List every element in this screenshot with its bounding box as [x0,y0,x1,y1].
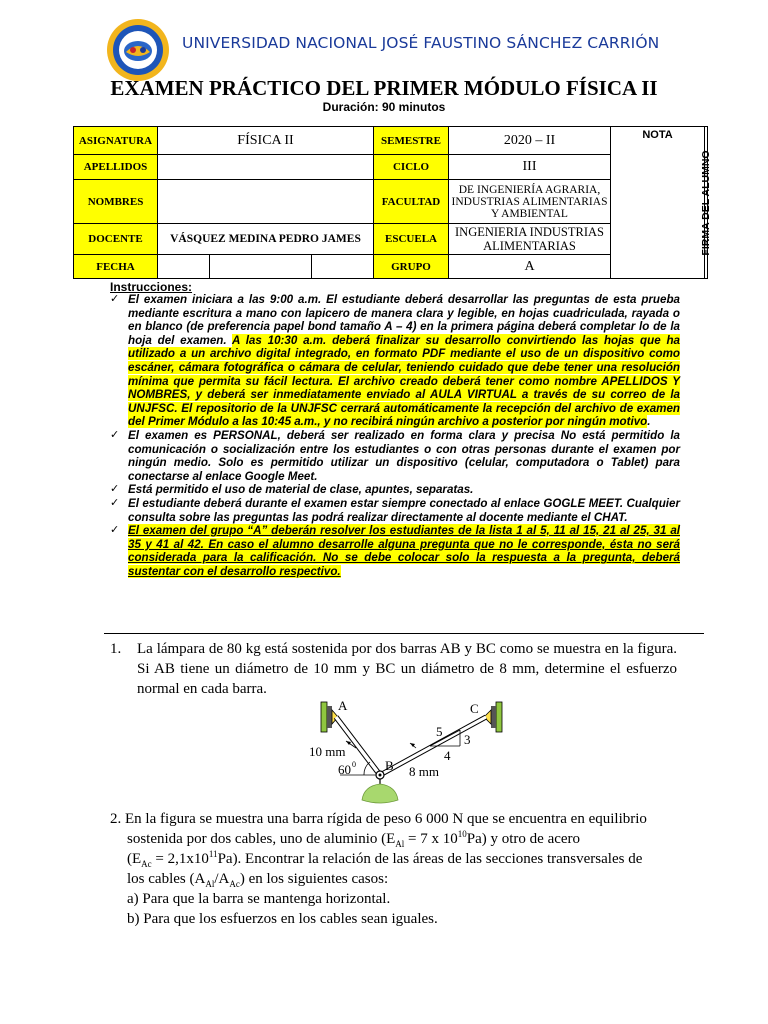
docente-value: VÁSQUEZ MEDINA PEDRO JAMES [158,224,374,255]
nombres-label: NOMBRES [74,180,158,224]
label-tri-4: 4 [444,748,451,763]
asignatura-label: ASIGNATURA [74,127,158,155]
left-wall-support [321,702,338,732]
instruction-item [110,524,680,578]
instruction-item [110,497,680,524]
fecha-year-cell [312,255,374,279]
question-1 [110,639,677,699]
q2-line-3 [110,849,677,869]
instructions-list [110,293,680,578]
q2-text: los cables ( [127,871,195,887]
q2-text: sostenida por dos cables, uno de aluminio ( [127,831,387,847]
q2-option-a: a) Para que la barra se mantenga horizontal. [127,891,391,907]
q2-option-b: b) Para que los esfuerzos en los cables sean iguales. [127,911,438,927]
ciclo-label: CICLO [374,155,449,180]
e-exponent: 10 [457,829,467,839]
label-tri-3: 3 [464,732,471,747]
e-subscript: Ac [141,859,152,869]
e-symbol: E [386,831,396,847]
checkmark-icon: ✓ [110,496,120,509]
instruction-item [110,429,680,483]
instruction-text: El examen es PERSONAL, deberá ser realizado en forma clara y precisa No está permitido la comunicación o socialización entre los estudiantes o con otras personas durante el examen por ningún medio. Solo es permitido utilizar un dispositivo (celular, computadora o Tablet) para conectarse al enlace Google Meet. [128,428,680,483]
instruction-text: El estudiante deberá durante el examen estar siempre conectado al enlace GOGLE MEET. Cualquier consulta sobre las preguntas las podrá realizar directamente al docente mediante el CHAT. [128,496,680,524]
q2-line-2 [110,829,677,849]
q2-text: ) en los siguientes casos: [239,871,389,887]
e-unit: Pa [466,831,482,847]
label-b: B [385,758,394,773]
e-exponent: 11 [208,849,218,859]
label-a: A [338,698,348,713]
facultad-value: DE INGENIERÍA AGRARIA, INDUSTRIAS ALIMENTARIAS Y AMBIENTAL [449,180,611,224]
escuela-value: INGENIERIA INDUSTRIAS ALIMENTARIAS [449,224,611,255]
instruction-text: Está permitido el uso de material de clase, apuntes, separatas. [128,483,474,497]
q2-text: ) y otro de acero [481,831,581,847]
asignatura-value: FÍSICA II [158,127,374,155]
fecha-label: FECHA [74,255,158,279]
nota-cell [611,127,705,279]
docente-label: DOCENTE [74,224,158,255]
slope-triangle [430,730,460,746]
label-c: C [470,701,479,716]
q2-line-4 [110,869,677,889]
fecha-month-cell [210,255,312,279]
e-subscript: Al [395,839,405,849]
grupo-value: A [449,255,611,279]
q2-text: ). Encontrar la relación de las áreas de las secciones transversales de [232,851,643,867]
e-symbol: E [132,851,142,867]
fecha-day-cell [158,255,210,279]
facultad-label: FACULTAD [374,180,449,224]
question-text: La lámpara de 80 kg está sostenida por dos barras AB y BC como se muestra en la figura. Si AB tiene un diámetro de 10 mm y BC un diámetro de 8 mm, determine el esfuerzo normal en cada barra. [137,641,677,697]
exam-title: EXAMEN PRÁCTICO DEL PRIMER MÓDULO FÍSICA II [110,76,658,100]
formula-area-ratio [194,871,239,887]
lamp-bars-figure [300,696,520,808]
escuela-label: ESCUELA [374,224,449,255]
label-10mm: 10 mm [309,744,346,759]
label-angle: 60 [338,762,351,777]
q2-text: ( [127,851,132,867]
section-divider [104,633,704,634]
ratio-slash: / [214,871,219,887]
apellidos-label: APELLIDOS [74,155,158,180]
instruction-period: . [647,415,651,429]
university-name: UNIVERSIDAD NACIONAL JOSÉ FAUSTINO SÁNCHEZ CARRIÓN [182,34,660,52]
instruction-highlight: A las 10:30 a.m. deberá finalizar su desarrollo convirtiendo las hojas que ha utilizado a un archivo digital integrado, en formato PDF mediante el uso de un dispositivo como escáner, cámara fotográfica o cámara de celular, teniendo cuidado que debe tener una resolución mínima que permita su fácil lectura. El archivo creado deberá tener como nombre APELLIDOS Y NOMBRES, y deberá ser inmediatamente enviado al AULA VIRTUAL a través de su correo de la UNJFSC. El repositorio de la UNJFSC cerrará automáticamente la recepción del archivo de examen del Primer Módulo a las 10:45 a.m., y no recibirá ningún archivo a posterior por ningún motivo [128,333,680,429]
label-8mm: 8 mm [409,764,439,779]
e-value: = 7 x 10 [404,831,458,847]
checkmark-icon: ✓ [110,524,120,537]
e-value: = 2,1x10 [151,851,209,867]
instruction-text: El examen iniciara a las 9:00 a.m. El estudiante deberá desarrollar las preguntas de esta prueba mediante escritura a mano con lapicero de manera clara y legible, en hojas cuadriculada, rayada o en blanco (de preferencia papel bond tamaño A – 4) en la primera página deberá completar lo de la hoja del examen. [128,293,680,347]
checkmark-icon: ✓ [110,483,120,496]
semestre-value: 2020 – II [449,127,611,155]
instruction-item [110,483,680,497]
semestre-label: SEMESTRE [374,127,449,155]
instruction-item [110,293,680,429]
area-subscript: Al [205,879,215,889]
instruction-text-highlight: El examen del grupo “A” deberán resolver los estudiantes de la lista 1 al 5, 11 al 15, 21 al 25, 31 al 35 y 41 al 42. En caso el alumno desarrolle alguna pregunta que no le corresponde, ésta no será considerada para la calificación. No se debe colocar solo la respuesta a la pregunta, deberá sustentar con el desarrollo respectivo. [128,524,680,578]
question-2 [110,809,677,929]
nombres-value [158,180,374,224]
firma-label: FIRMA DEL ALUMNO [700,149,712,256]
university-seal-icon [106,18,170,82]
label-degree: 0 [352,760,356,769]
area-symbol: A [218,871,230,887]
lamp [362,777,398,803]
student-info-table [73,126,712,279]
question-number: 1. [110,641,122,657]
pin-b-center [379,774,382,777]
q2-line-1: 2. En la figura se muestra una barra rígida de peso 6 000 N que se encuentra en equilibrio [110,811,647,827]
grupo-label: GRUPO [374,255,449,279]
checkmark-icon: ✓ [110,428,120,441]
formula-e-ac [132,851,233,867]
e-unit: Pa [217,851,233,867]
right-wall-support [484,702,502,732]
nota-label: NOTA [642,129,673,141]
apellidos-value [158,155,374,180]
instructions-title: Instrucciones: [110,280,193,294]
formula-e-al [386,831,482,847]
label-tri-5: 5 [436,724,443,739]
exam-duration: Duración: 90 minutos [322,100,446,114]
firma-cell [700,127,712,279]
ciclo-value: III [449,155,611,180]
area-symbol: A [194,871,206,887]
area-subscript: Ac [229,879,240,889]
checkmark-icon: ✓ [110,293,120,305]
